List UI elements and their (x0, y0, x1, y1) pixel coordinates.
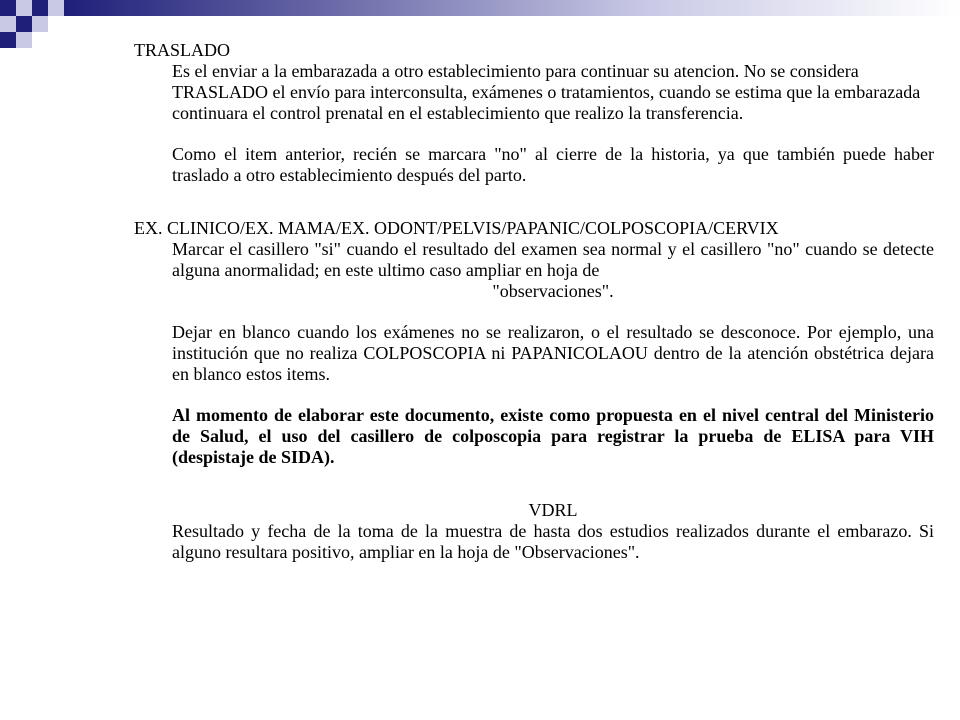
examenes-paragraph-1-text: Marcar el casillero "si" cuando el resultado del examen sea normal y el casillero "no" cuando se detecte alguna anormalidad; en este ultimo caso ampliar en hoja de (172, 239, 934, 280)
traslado-paragraph-2: Como el item anterior, recién se marcara "no" al cierre de la historia, ya que también puede haber traslado a otro establecimiento después del parto. (172, 144, 934, 185)
logo-square (48, 0, 64, 16)
logo-square (0, 32, 16, 48)
examenes-paragraph-1-tail: "observaciones". (492, 281, 614, 301)
section-title-vdrl: VDRL (528, 500, 578, 520)
logo-square (16, 16, 32, 32)
section-title-examenes: EX. CLINICO/EX. MAMA/EX. ODONT/PELVIS/PAPANIC/COLPOSCOPIA/CERVIX (134, 218, 779, 238)
logo-square (0, 0, 16, 16)
traslado-paragraph-1: Es el enviar a la embarazada a otro establecimiento para continuar su atencion. No se considera TRASLADO el envío para interconsulta, exámenes o tratamientos, cuando se estima que la embarazada continuara el control prenatal en el establecimiento que realizo la transferencia. (172, 61, 921, 123)
logo-square (32, 16, 48, 32)
logo-square (32, 0, 48, 16)
section-title-traslado: TRASLADO (134, 40, 231, 60)
header-gradient-bar (64, 0, 960, 16)
examenes-paragraph-3-bold: Al momento de elaborar este documento, existe como propuesta en el nivel central del Ministerio de Salud, el uso del casillero de colposcopia para registrar la prueba de ELISA para VIH (despistaje de SIDA). (172, 405, 934, 467)
slide-body (134, 40, 934, 563)
examenes-paragraph-2: Dejar en blanco cuando los exámenes no se realizaron, o el resultado se desconoce. Por ejemplo, una institución que no realiza COLPOSCOPIA ni PAPANICOLAOU dentro de la atención obstétrica dejara en blanco estos items. (172, 322, 934, 384)
vdrl-paragraph-1: Resultado y fecha de la toma de la muestra de hasta dos estudios realizados durante el embarazo. Si alguno resultara positivo, ampliar en la hoja de "Observaciones". (172, 521, 934, 562)
logo-square (16, 0, 32, 16)
logo-square (16, 32, 32, 48)
examenes-paragraph-1 (172, 239, 934, 302)
logo-square (0, 16, 16, 32)
